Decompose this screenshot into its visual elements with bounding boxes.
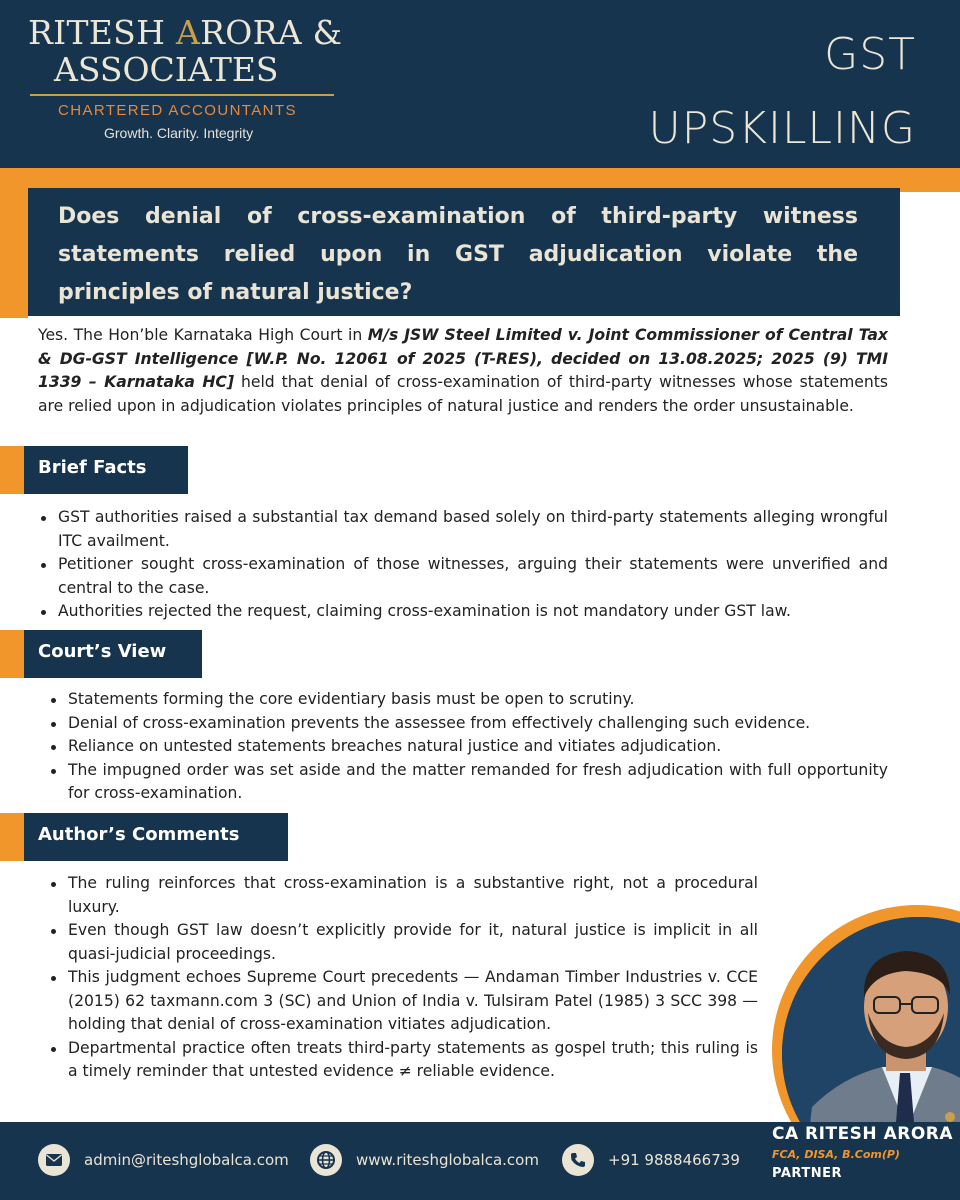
author-portrait-icon: [782, 917, 960, 1125]
question-text: Does denial of cross-examination of third-party witness statements relied upon in GST adjudication violate the principles of natural justice?: [58, 204, 858, 305]
section-heading: Author’s Comments: [24, 813, 288, 861]
list-item: Authorities rejected the request, claiming cross-examination is not mandatory under GST law.: [38, 600, 888, 624]
section-accent: [0, 630, 24, 678]
footer-website[interactable]: [310, 1144, 539, 1176]
list-item: Departmental practice often treats third-party statements as gospel truth; this ruling is a timely reminder that untested evidence ≠ reliable evidence.: [48, 1037, 758, 1084]
list-item: Even though GST law doesn’t explicitly provide for it, natural justice is implicit in all quasi-judicial proceedings.: [48, 919, 758, 966]
section-heading: Court’s View: [24, 630, 202, 678]
firm-logo: [28, 14, 348, 141]
list-item: This judgment echoes Supreme Court precedents — Andaman Timber Industries v. CCE (2015) 62 taxmann.com 3 (SC) and Union of India v. Tulsiram Patel (1985) 3 SCC 398 — holding that denial of cross-examination vitiates adjudication.: [48, 966, 758, 1037]
question-box: [28, 188, 900, 316]
author-info: [772, 1124, 960, 1181]
section-authors-comments: [0, 813, 288, 861]
author-photo: [768, 905, 960, 1125]
footer-phone[interactable]: [562, 1144, 740, 1176]
case-citation: M/s JSW Steel Limited v. Joint Commissioner of Central Tax & DG-GST Intelligence [W.P. No. 12061 of 2025 (T-RES), decided on 13.08.2025; 2025 (9) TMI 1339 – Karnataka HC]: [38, 326, 888, 391]
list-item: Denial of cross-examination prevents the assessee from effectively challenging such evidence.: [48, 712, 888, 736]
list-item: Petitioner sought cross-examination of those witnesses, arguing their statements were unverified and central to the case.: [38, 553, 888, 600]
section-accent: [0, 813, 24, 861]
page-title: [648, 18, 916, 166]
intro-paragraph: Yes. The Hon’ble Karnataka High Court in M/s JSW Steel Limited v. Joint Commissioner of Central Tax & DG-GST Intelligence [W.P. No. 12061 of 2025 (T-RES), decided on 13.08.2025; 2025 (9) TMI 1339 – Karnataka HC] held that denial of cross-examination of third-party witnesses whose statements are relied upon in adjudication violates principles of natural justice and renders the order unsustainable.: [38, 326, 888, 415]
title-line-2: UPSKILLING: [648, 103, 916, 154]
list-item: The impugned order was set aside and the matter remanded for fresh adjudication with full opportunity for cross-examination.: [48, 759, 888, 806]
list-item: The ruling reinforces that cross-examination is a substantive right, not a procedural luxury.: [48, 872, 758, 919]
section-heading: Brief Facts: [24, 446, 188, 494]
phone-text: +91 9888466739: [608, 1151, 740, 1169]
courts-view-list: [48, 688, 888, 806]
author-name: CA RITESH ARORA: [772, 1124, 954, 1144]
photo-frame: [782, 917, 960, 1125]
logo-divider: [30, 94, 334, 96]
title-line-1: GST: [824, 29, 916, 80]
email-text: admin@riteshglobalca.com: [84, 1151, 289, 1169]
section-accent: [0, 446, 24, 494]
orange-accent: [0, 168, 28, 318]
logo-subtitle: CHARTERED ACCOUNTANTS: [58, 102, 297, 119]
phone-icon: [562, 1144, 594, 1176]
globe-icon: [310, 1144, 342, 1176]
section-brief-facts: [0, 446, 188, 494]
list-item: Statements forming the core evidentiary basis must be open to scrutiny.: [48, 688, 888, 712]
logo-firm-name-line1: RITESH ARORA &: [28, 13, 343, 52]
authors-comments-list: [48, 872, 758, 1084]
list-item: Reliance on untested statements breaches natural justice and vitiates adjudication.: [48, 735, 888, 759]
footer-email[interactable]: [38, 1144, 289, 1176]
logo-firm-name-line2: ASSOCIATES: [54, 50, 279, 89]
website-text: www.riteshglobalca.com: [356, 1151, 539, 1169]
mail-icon: [38, 1144, 70, 1176]
logo-tagline: Growth. Clarity. Integrity: [104, 125, 254, 141]
author-credentials: FCA, DISA, B.Com(P): [772, 1148, 900, 1161]
brief-facts-list: [38, 506, 888, 624]
header-banner: [0, 0, 960, 168]
list-item: GST authorities raised a substantial tax demand based solely on third-party statements alleging wrongful ITC availment.: [38, 506, 888, 553]
section-courts-view: [0, 630, 202, 678]
author-role: PARTNER: [772, 1166, 842, 1181]
